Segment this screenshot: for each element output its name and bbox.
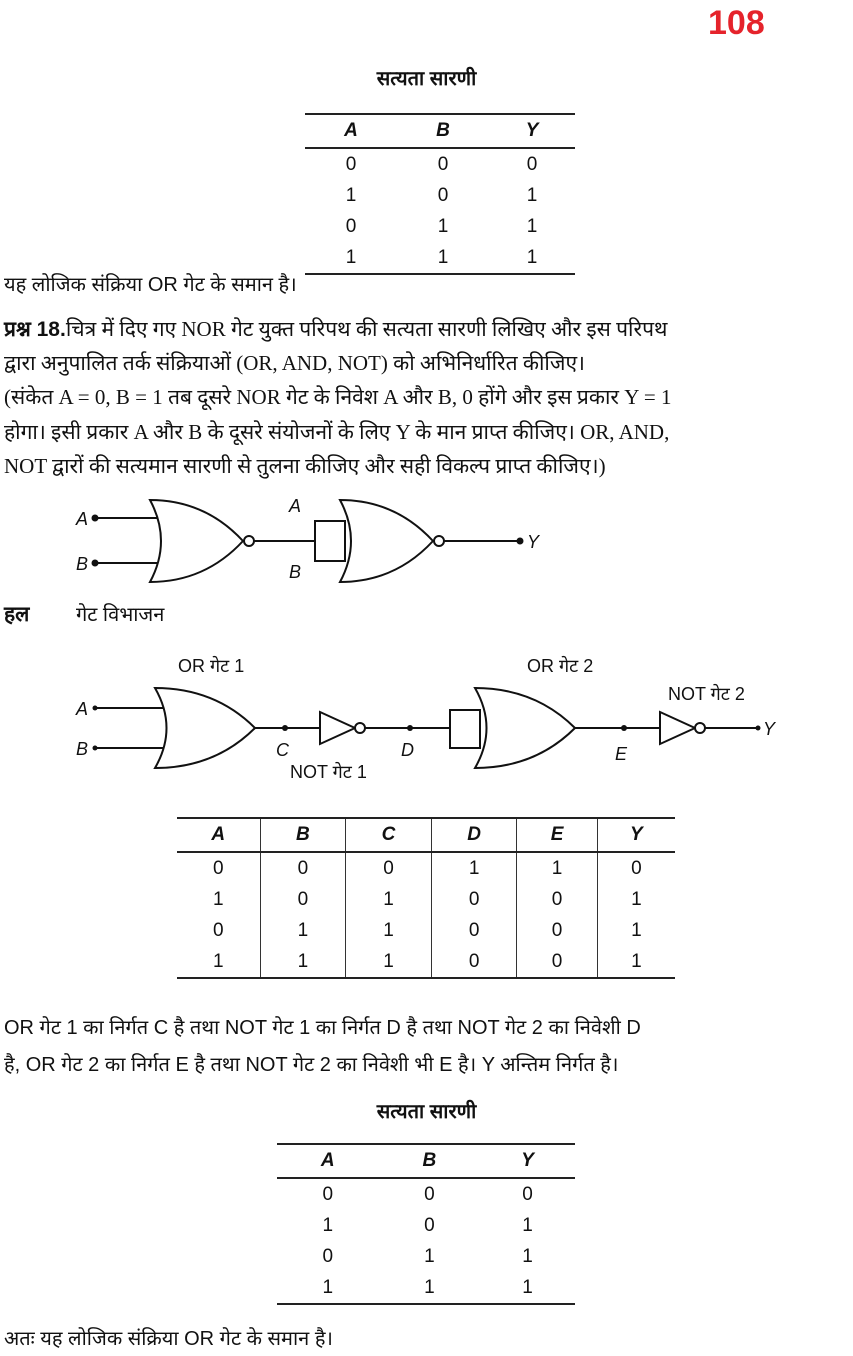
node-c-label: C: [276, 740, 289, 760]
table-cell: 0: [346, 852, 432, 884]
solution-heading: गेट विभाजन: [76, 604, 165, 626]
table-row: [177, 852, 675, 884]
column-header: B: [260, 818, 346, 852]
input-b-label: B: [76, 554, 89, 574]
table-cell: 0: [424, 1214, 435, 1236]
table-cell: 1: [260, 915, 346, 946]
table-cell: 1: [346, 915, 432, 946]
table-cell: 1: [522, 1245, 533, 1267]
table-cell: 1: [346, 884, 432, 915]
nor-circuit: [93, 500, 523, 582]
table-row: [277, 1210, 575, 1241]
column-header: B: [397, 114, 489, 148]
table-row: [277, 1272, 575, 1304]
question-line: द्वारा अनुपालित तर्क संक्रियाओं (OR, AND, NOT) को अभिनिर्धारित कीजिए।: [4, 351, 586, 375]
or-gate-1-label: OR गेट 1: [178, 656, 245, 676]
table-cell: 0: [322, 1183, 334, 1205]
table-cell: 1: [424, 1245, 435, 1267]
question-label: प्रश्न 18.: [4, 318, 66, 341]
table-header-row: [277, 1144, 575, 1178]
table-cell: 1: [597, 946, 675, 978]
table-row: [177, 915, 675, 946]
output-y-label: Y: [763, 719, 776, 739]
hint-line: होगा। इसी प्रकार A और B के दूसरे संयोजनों के लिए Y के मान प्राप्त कीजिए। OR, AND,: [4, 420, 670, 444]
or-gate-1: [155, 688, 255, 768]
hint-line: (संकेत A = 0, B = 1 तब दूसरे NOR गेट के निवेश A और B, 0 होंगे और इस प्रकार Y = 1: [4, 385, 672, 409]
not-gate-1: [320, 712, 355, 744]
or-gate-2-label: OR गेट 2: [527, 656, 594, 676]
table-cell: 1: [397, 242, 489, 274]
table-cell: 1: [305, 242, 397, 274]
column-header: D: [431, 818, 517, 852]
table-cell: 0: [213, 919, 224, 941]
column-header: Y: [480, 1144, 575, 1178]
mid-a-label: A: [289, 496, 302, 516]
table-row: [177, 884, 675, 915]
not-gate-2-label: NOT गेट 2: [668, 684, 745, 704]
table-cell: 1: [526, 215, 538, 237]
truth-table-1-title: सत्यता सारणी: [376, 68, 477, 90]
table-cell: 0: [322, 1245, 334, 1267]
table-cell: 0: [517, 884, 597, 915]
table-cell: 1: [379, 1272, 481, 1304]
table-cell: 1: [526, 184, 538, 206]
table-cell: 1: [597, 884, 675, 915]
table-row: [277, 1178, 575, 1210]
node-e-label: E: [615, 744, 628, 764]
table-cell: 1: [522, 1214, 533, 1236]
column-header: B: [379, 1144, 481, 1178]
table-cell: 0: [517, 915, 597, 946]
table-cell: 1: [437, 215, 449, 237]
input-a-label: A: [76, 699, 89, 719]
output-y-label: Y: [527, 532, 540, 552]
table-cell: 0: [526, 153, 538, 175]
truth-table-3-title: सत्यता सारणी: [376, 1101, 477, 1123]
not-gate-1-label: NOT गेट 1: [290, 762, 367, 782]
truth-table-3: [277, 1143, 575, 1305]
truth-table-2: [177, 817, 675, 979]
question-line: चित्र में दिए गए NOR गेट युक्त परिपथ की सत्यता सारणी लिखिए और इस परिपथ: [65, 317, 668, 341]
nor-gate-2: [340, 500, 433, 582]
table-cell: 0: [260, 852, 346, 884]
hint-line: NOT द्वारों की सत्यमान सारणी से तुलना कीजिए और सही विकल्प प्राप्त कीजिए।): [4, 454, 606, 478]
column-header: A: [305, 114, 397, 148]
table-cell: 1: [517, 852, 597, 884]
table-cell: 0: [431, 915, 517, 946]
table-cell: 1: [480, 1272, 575, 1304]
explanation-line: OR गेट 1 का निर्गत C है तथा NOT गेट 1 का निर्गत D है तथा NOT गेट 2 का निवेशी D: [4, 1017, 641, 1039]
node-d-label: D: [401, 740, 414, 760]
table-cell: 1: [489, 242, 575, 274]
table-cell: 0: [437, 184, 449, 206]
table-row: [177, 946, 675, 978]
column-header: Y: [597, 818, 675, 852]
nor-gate-1: [150, 500, 243, 582]
not-gate-2: [660, 712, 695, 744]
or-gate-2: [475, 688, 575, 768]
explanation-line: है, OR गेट 2 का निर्गत E है तथा NOT गेट 2 का निवेशी भी E है। Y अन्तिम निर्गत है।: [4, 1054, 619, 1076]
column-header: C: [346, 818, 432, 852]
table-cell: 1: [213, 888, 224, 910]
table-cell: 1: [597, 915, 675, 946]
conclusion-1: यह लोजिक संक्रिया OR गेट के समान है।: [4, 274, 297, 296]
table-cell: 0: [597, 852, 675, 884]
table-header-row: [177, 818, 675, 852]
table-cell: 0: [517, 946, 597, 978]
input-b-label: B: [76, 739, 89, 759]
table-cell: 0: [431, 946, 517, 978]
table-cell: 0: [437, 153, 449, 175]
table-cell: 0: [213, 857, 224, 879]
table-cell: 1: [431, 852, 517, 884]
page-number: 108: [708, 4, 765, 42]
mid-b-label: B: [289, 562, 302, 582]
table-cell: 0: [260, 884, 346, 915]
table-cell: 0: [345, 153, 357, 175]
table-cell: 1: [260, 946, 346, 978]
column-header: Y: [489, 114, 575, 148]
table-cell: 0: [345, 215, 357, 237]
table-row: [277, 1241, 575, 1272]
conclusion-2: अतः यह लोजिक संक्रिया OR गेट के समान है।: [4, 1328, 334, 1350]
column-header: A: [177, 818, 260, 852]
input-a-label: A: [76, 509, 89, 529]
table-cell: 1: [277, 1272, 379, 1304]
gate-split-circuit: [93, 688, 761, 768]
table-cell: 0: [424, 1183, 435, 1205]
column-header: A: [277, 1144, 379, 1178]
table-cell: 0: [522, 1183, 533, 1205]
table-cell: 0: [431, 884, 517, 915]
table-cell: 1: [322, 1214, 334, 1236]
column-header: E: [517, 818, 597, 852]
table-cell: 1: [345, 184, 357, 206]
table-cell: 1: [346, 946, 432, 978]
table-cell: 1: [177, 946, 260, 978]
solution-label: हल: [4, 603, 30, 626]
